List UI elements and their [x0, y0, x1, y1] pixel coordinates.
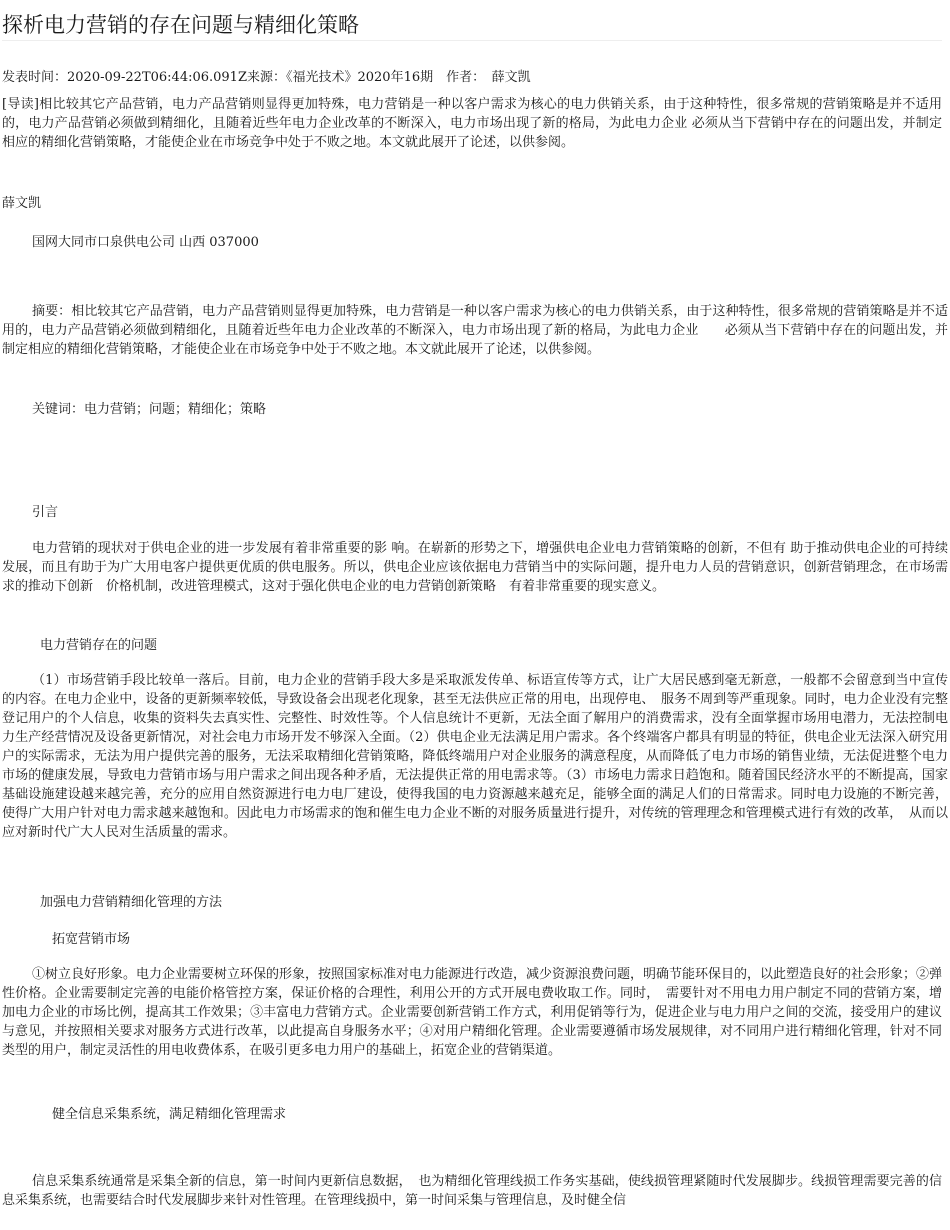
- section1-heading: 电力营销存在的问题: [40, 638, 158, 653]
- subsection1-paragraph: ①树立良好形象。电力企业需要树立环保的形象，按照国家标准对电力能源进行改造，减少资源浪费问题，明确节能环保目的，以此塑造良好的社会形象；②弹性价格。企业需要制定完善的电能价格管控方案，保证价格的合理性，利用公开的方式开展电费收取工作。同时， 需要针对不用电力用户制定不同的营销方案，增加电力企业的市场比例，提高其工作效果；③丰富电力营销方式。企业需要创新营销工作方式，利用促销等行为，促进企业与电力用户之间的交流，接受用户的建议与意见，并按照相关要求对服务方式进行改革，以此提高自身服务水平；④对用户精细化管理。企业需要遵循市场发展规律，对不同用户进行精细化管理，针对不同类型的用户，制定灵活性的用电收费体系，在吸引更多电力用户的基础上，拓宽企业的营销渠道。: [2, 967, 943, 1058]
- article-meta: 发表时间：2020-09-22T06:44:06.091Z来源：《福光技术》2020年16期 作者： 薛文凯: [2, 70, 531, 85]
- lead-paragraph: [导读]相比较其它产品营销，电力产品营销则显得更加特殊，电力营销是一种以客户需求为核心的电力供销关系，由于这种特性，很多常规的营销策略是并不适用的，电力产品营销必须做到精细化，且随着近些年电力企业改革的不断深入，电力市场出现了新的格局，为此电力企业 必须从当下营销中存在的问题出发，并制定相应的精细化营销策略，才能使企业在市场竞争中处于不败之地。本文就此展开了论述，以供参阅。: [2, 97, 942, 150]
- intro-heading: 引言: [32, 505, 59, 520]
- subsection2-paragraph: 信息采集系统通常是采集全新的信息，第一时间内更新信息数据， 也为精细化管理线损工作务实基础，使线损管理紧随时代发展脚步。线损管理需要完善的信息采集系统，也需要结合时代发展脚步来针对性管理。在管理线损中，第一时间采集与管理信息，及时健全信: [2, 1174, 942, 1208]
- abstract-paragraph: 摘要：相比较其它产品营销，电力产品营销则显得更加特殊，电力营销是一种以客户需求为核心的电力供销关系，由于这种特性，很多常规的营销策略是并不适用的，电力产品营销必须做到精细化，且随着近些年电力企业改革的不断深入，电力市场出现了新的格局，为此电力企业 必须从当下营销中存在的问题出发，并制定相应的精细化营销策略，才能使企业在市场竞争中处于不败之地。本文就此展开了论述，以供参阅。: [2, 304, 948, 357]
- section1-paragraph: （1）市场营销手段比较单一落后。目前，电力企业的营销手段大多是采取派发传单、标语宣传等方式，让广大居民感到毫无新意，一般都不会留意到当中宣传的内容。在电力企业中，设备的更新频率较低，导致设备会出现老化现象，甚至无法供应正常的用电，出现停电、 服务不周到等严重现象。同时，电力企业没有完整登记用户的个人信息，收集的资料失去真实性、完整性、时效性等。个人信息统计不更新，无法全面了解用户的消费需求，没有全面掌握市场用电潜力，无法控制电力生产经营情况及设备更新情况，对社会电力市场开发不够深入全面。（2）供电企业无法满足用户需求。各个终端客户都具有明显的特征，供电企业无法深入研究用户的实际需求，无法为用户提供完善的服务，无法采取精细化营销策略，降低终端用户对企业服务的满意程度，从而降低了电力市场的销售业绩，无法促进整个电力市场的健康发展，导致电力营销市场与用户需求之间出现各种矛盾，无法提供正常的用电需求等。（3）市场电力需求日趋饱和。随着国民经济水平的不断提高，国家基础设施建设越来越完善，充分的应用自然资源进行电力电厂建设，使得我国的电力资源越来越充足，能够全面的满足人们的日常需求。同时电力设施的不断完善，使得广大用户针对电力需求越来越饱和。因此电力市场需求的饱和催生电力企业不断的对服务质量进行提升，对传统的管理理念和管理模式进行有效的改革， 从而以应对新时代广大人民对生活质量的需求。: [2, 673, 948, 840]
- author-affiliation: 国网大同市口泉供电公司 山西 037000: [32, 235, 259, 250]
- subsection2-heading: 健全信息采集系统，满足精细化管理需求: [52, 1107, 287, 1122]
- article-title: 探析电力营销的存在问题与精细化策略: [2, 10, 942, 41]
- author-name: 薛文凯: [2, 196, 42, 211]
- subsection1-heading: 拓宽营销市场: [52, 932, 131, 947]
- keywords-line: 关键词：电力营销；问题；精细化；策略: [32, 402, 267, 417]
- intro-paragraph: 电力营销的现状对于供电企业的进一步发展有着非常重要的影 响。在崭新的形势之下，增强供电企业电力营销策略的创新，不但有 助于推动供电企业的可持续发展，而且有助于为广大用电客户提供更优质的供电服务。所以，供电企业应该依据电力营销当中的实际问题，提升电力人员的营销意识，创新营销理念，在市场需求的推动下创新 价格机制，改进管理模式，这对于强化供电企业的电力营销创新策略 有着非常重要的现实意义。: [2, 541, 948, 594]
- section2-heading: 加强电力营销精细化管理的方法: [40, 895, 223, 910]
